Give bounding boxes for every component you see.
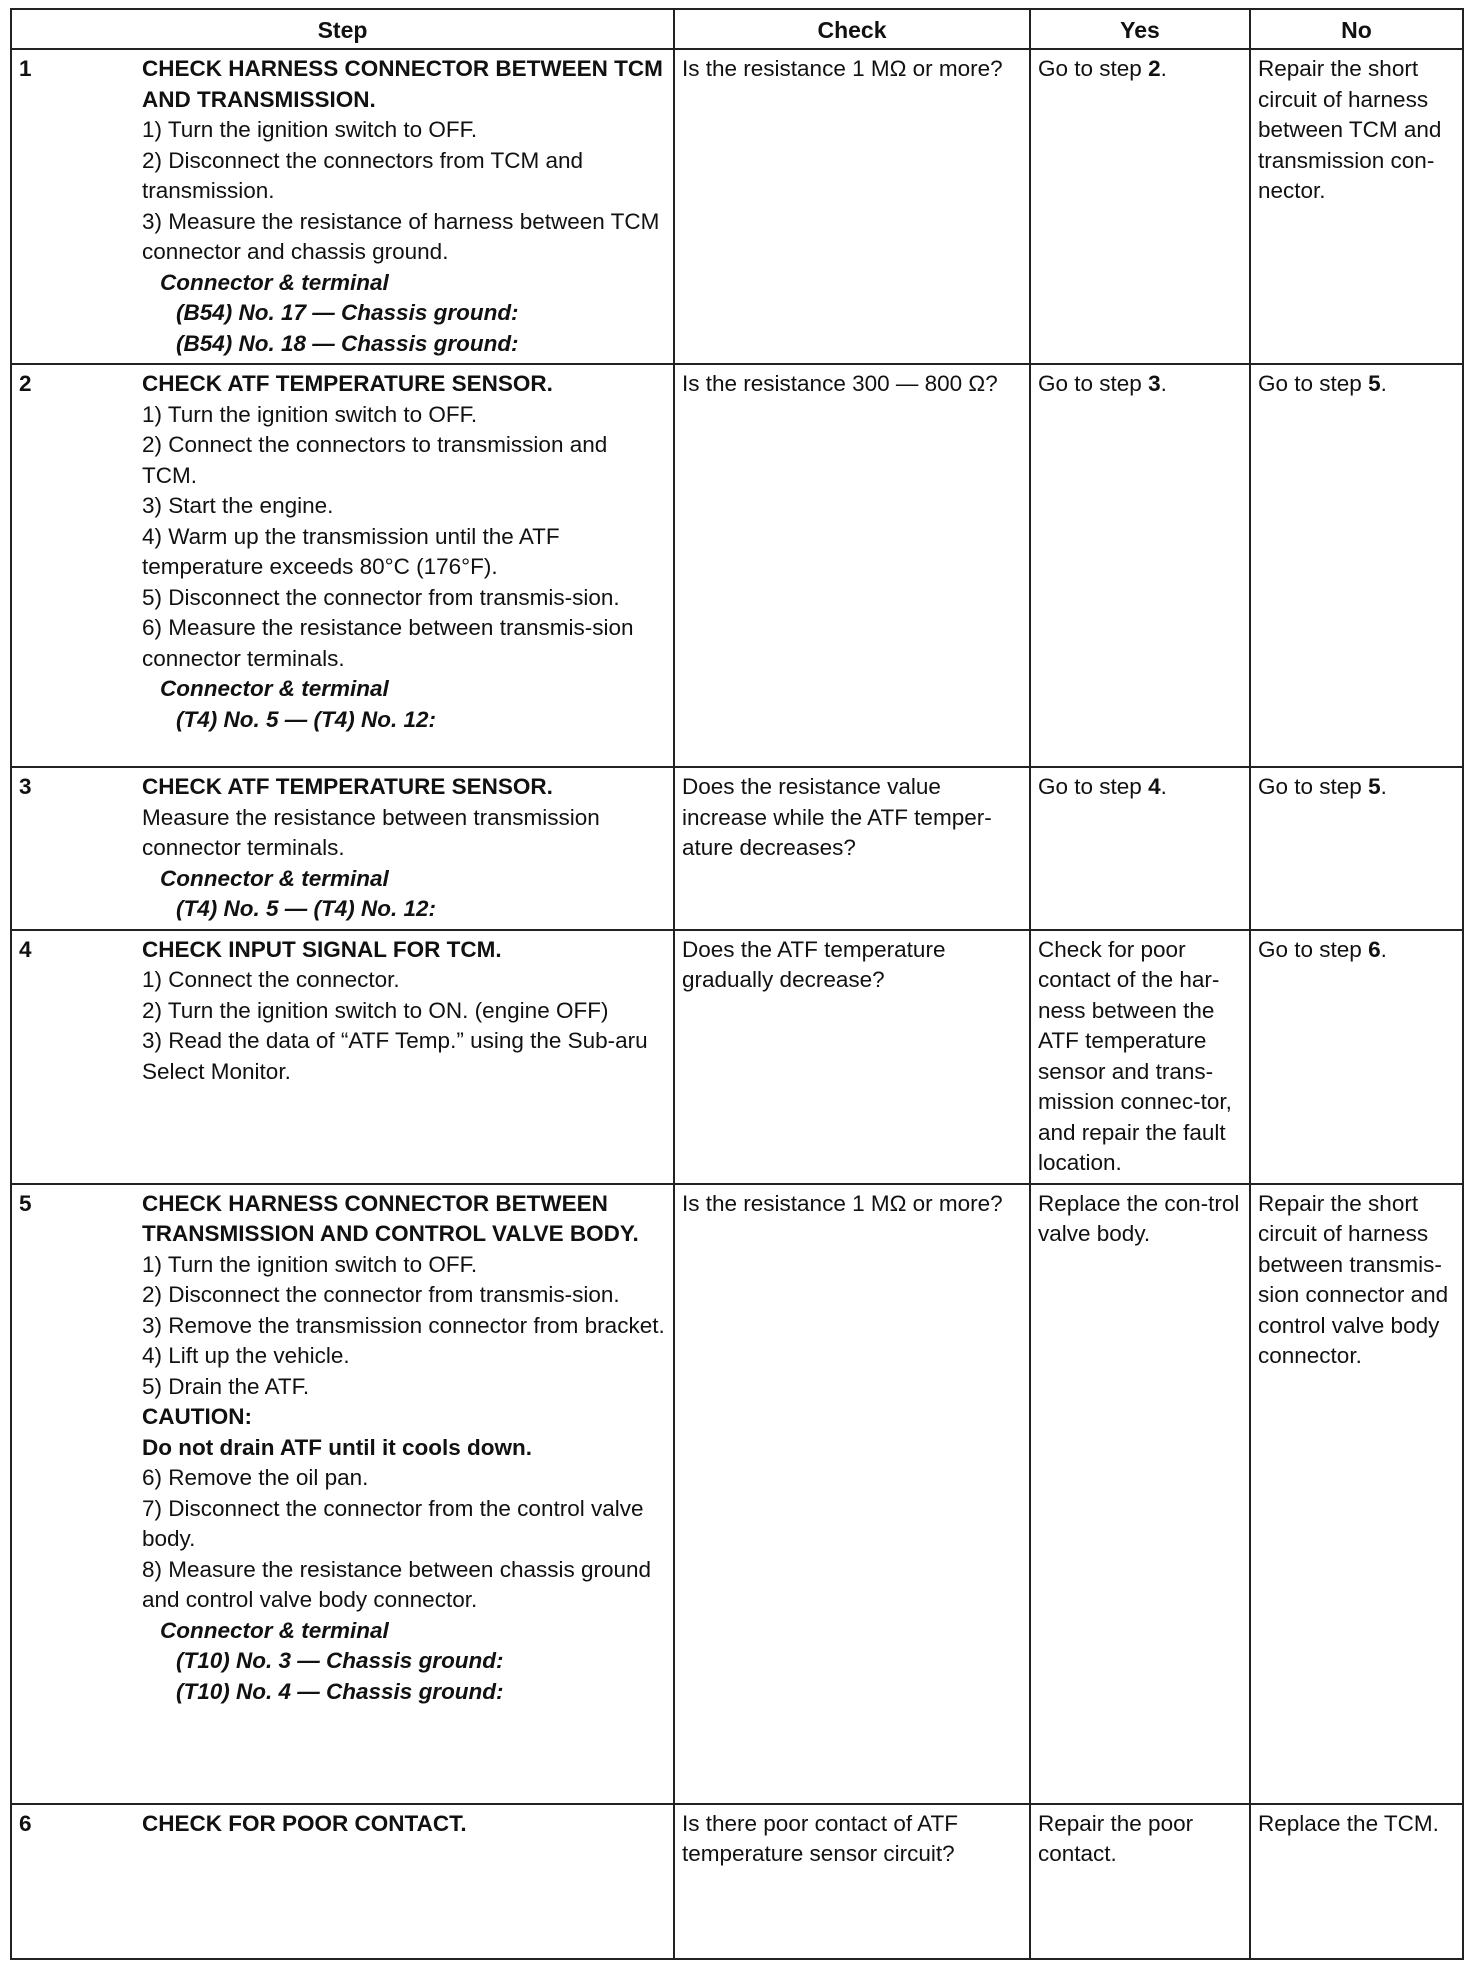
procedure-line: 5) Drain the ATF. — [142, 1373, 310, 1399]
no-cell — [1250, 767, 1463, 930]
check-cell: Is the resistance 1 MΩ or more? — [674, 1184, 1030, 1804]
step-title: CHECK ATF TEMPERATURE SENSOR. — [142, 371, 553, 396]
procedure-line: 1) Connect the connector. — [142, 967, 400, 992]
table-row — [11, 767, 1463, 930]
step-number: 3 — [11, 767, 135, 930]
connector-terminal: (T10) No. 3 — Chassis ground: — [176, 1648, 504, 1673]
yes-step-ref: 4 — [1148, 774, 1161, 799]
no-cell: Repair the short circuit of harness between TCM and transmission con-nector. — [1250, 49, 1463, 364]
procedure-line: 2) Turn the ignition switch to ON. (engine OFF) — [142, 997, 609, 1023]
yes-step-ref: 2 — [1148, 56, 1161, 81]
procedure-line: 1) Turn the ignition switch to OFF. — [142, 1251, 478, 1277]
procedure-line: 7) Disconnect the connector from the control valve body. — [142, 1495, 644, 1551]
no-cell — [1250, 930, 1463, 1184]
yes-cell — [1030, 364, 1250, 767]
step-procedure — [135, 1804, 674, 1959]
connector-label: Connector & terminal — [160, 865, 389, 891]
step-procedure — [135, 364, 674, 767]
step-title: CHECK HARNESS CONNECTOR BETWEEN TRANSMISSION AND CONTROL VALVE BODY. — [142, 1190, 639, 1246]
connector-label: Connector & terminal — [160, 1617, 389, 1643]
procedure-line: 1) Turn the ignition switch to OFF. — [142, 117, 478, 142]
step-title: CHECK ATF TEMPERATURE SENSOR. — [142, 774, 553, 799]
step-procedure — [135, 767, 674, 930]
caution-text: Do not drain ATF until it cools down. — [142, 1434, 532, 1460]
yes-text: Go to step — [1038, 56, 1149, 81]
yes-cell: Replace the con-trol valve body. — [1030, 1184, 1250, 1804]
header-no: No — [1250, 9, 1463, 49]
no-text: Go to step — [1258, 936, 1369, 962]
header-yes: Yes — [1030, 9, 1250, 49]
check-cell: Does the ATF temperature gradually decrease? — [674, 930, 1030, 1184]
table-row — [11, 1804, 1463, 1959]
procedure-line: 3) Start the engine. — [142, 493, 334, 518]
check-cell: Is the resistance 1 MΩ or more? — [674, 49, 1030, 364]
no-text: Go to step — [1258, 774, 1369, 799]
step-procedure — [135, 1184, 674, 1804]
no-step-ref: 5 — [1368, 774, 1381, 799]
procedure-line: 3) Read the data of “ATF Temp.” using the Sub-aru Select Monitor. — [142, 1028, 648, 1084]
procedure-line: 2) Disconnect the connector from transmis-sion. — [142, 1282, 620, 1307]
table-row — [11, 49, 1463, 364]
connector-terminal: (B54) No. 17 — Chassis ground: — [176, 300, 519, 325]
no-step-ref: 5 — [1368, 371, 1381, 396]
caution-title: CAUTION: — [142, 1404, 252, 1429]
step-title: CHECK INPUT SIGNAL FOR TCM. — [142, 936, 502, 962]
no-end: . — [1380, 774, 1387, 799]
step-number: 5 — [11, 1184, 135, 1804]
connector-terminal: (B54) No. 18 — Chassis ground: — [176, 330, 519, 356]
step-number: 4 — [11, 930, 135, 1184]
yes-step-ref: 3 — [1148, 371, 1161, 396]
check-cell: Is the resistance 300 — 800 Ω? — [674, 364, 1030, 767]
check-cell: Does the resistance value increase while the ATF temper-ature decreases? — [674, 767, 1030, 930]
step-number: 6 — [11, 1804, 135, 1959]
table-row — [11, 930, 1463, 1184]
procedure-line: Measure the resistance between transmission connector terminals. — [142, 804, 600, 860]
yes-text: Go to step — [1038, 371, 1149, 396]
no-cell: Repair the short circuit of harness between transmis-sion connector and control valve body connector. — [1250, 1184, 1463, 1804]
header-step: Step — [11, 9, 674, 49]
no-text: Go to step — [1258, 371, 1369, 396]
diagnostic-table — [10, 8, 1464, 1960]
step-title: CHECK FOR POOR CONTACT. — [142, 1810, 467, 1836]
yes-cell — [1030, 49, 1250, 364]
yes-cell — [1030, 767, 1250, 930]
no-cell — [1250, 364, 1463, 767]
step-title: CHECK HARNESS CONNECTOR BETWEEN TCM AND TRANSMISSION. — [142, 56, 663, 112]
yes-cell: Repair the poor contact. — [1030, 1804, 1250, 1959]
step-procedure — [135, 49, 674, 364]
header-row — [11, 9, 1463, 49]
procedure-line: 5) Disconnect the connector from transmis-sion. — [142, 584, 620, 610]
procedure-line: 3) Measure the resistance of harness between TCM connector and chassis ground. — [142, 208, 660, 264]
step-number: 1 — [11, 49, 135, 364]
yes-text: Go to step — [1038, 774, 1149, 799]
procedure-line: 2) Connect the connectors to transmission and TCM. — [142, 432, 608, 488]
procedure-line: 4) Warm up the transmission until the ATF temperature exceeds 80°C (176°F). — [142, 523, 560, 579]
yes-end: . — [1160, 56, 1167, 81]
procedure-line: 3) Remove the transmission connector from bracket. — [142, 1312, 665, 1338]
no-cell: Replace the TCM. — [1250, 1804, 1463, 1959]
header-check: Check — [674, 9, 1030, 49]
connector-label: Connector & terminal — [160, 676, 389, 701]
yes-end: . — [1160, 774, 1167, 799]
connector-terminal: (T4) No. 5 — (T4) No. 12: — [176, 706, 437, 732]
procedure-line: 4) Lift up the vehicle. — [142, 1343, 350, 1368]
yes-cell: Check for poor contact of the har-ness between the ATF temperature sensor and trans-mission connec-tor, and repair the fault location. — [1030, 930, 1250, 1184]
step-number: 2 — [11, 364, 135, 767]
connector-terminal: (T4) No. 5 — (T4) No. 12: — [176, 896, 437, 921]
table-row — [11, 364, 1463, 767]
procedure-line: 1) Turn the ignition switch to OFF. — [142, 401, 478, 427]
connector-label: Connector & terminal — [160, 269, 389, 295]
connector-terminal: (T10) No. 4 — Chassis ground: — [176, 1678, 504, 1704]
no-step-ref: 6 — [1368, 936, 1381, 962]
yes-end: . — [1160, 371, 1167, 396]
procedure-line: 2) Disconnect the connectors from TCM and transmission. — [142, 147, 584, 203]
procedure-line: 6) Remove the oil pan. — [142, 1465, 369, 1490]
check-cell: Is there poor contact of ATF temperature sensor circuit? — [674, 1804, 1030, 1959]
procedure-line: 6) Measure the resistance between transmis-sion connector terminals. — [142, 615, 634, 671]
procedure-line: 8) Measure the resistance between chassis ground and control valve body connector. — [142, 1556, 652, 1612]
table-row — [11, 1184, 1463, 1804]
no-end: . — [1380, 371, 1387, 396]
step-procedure — [135, 930, 674, 1184]
no-end: . — [1380, 936, 1387, 962]
